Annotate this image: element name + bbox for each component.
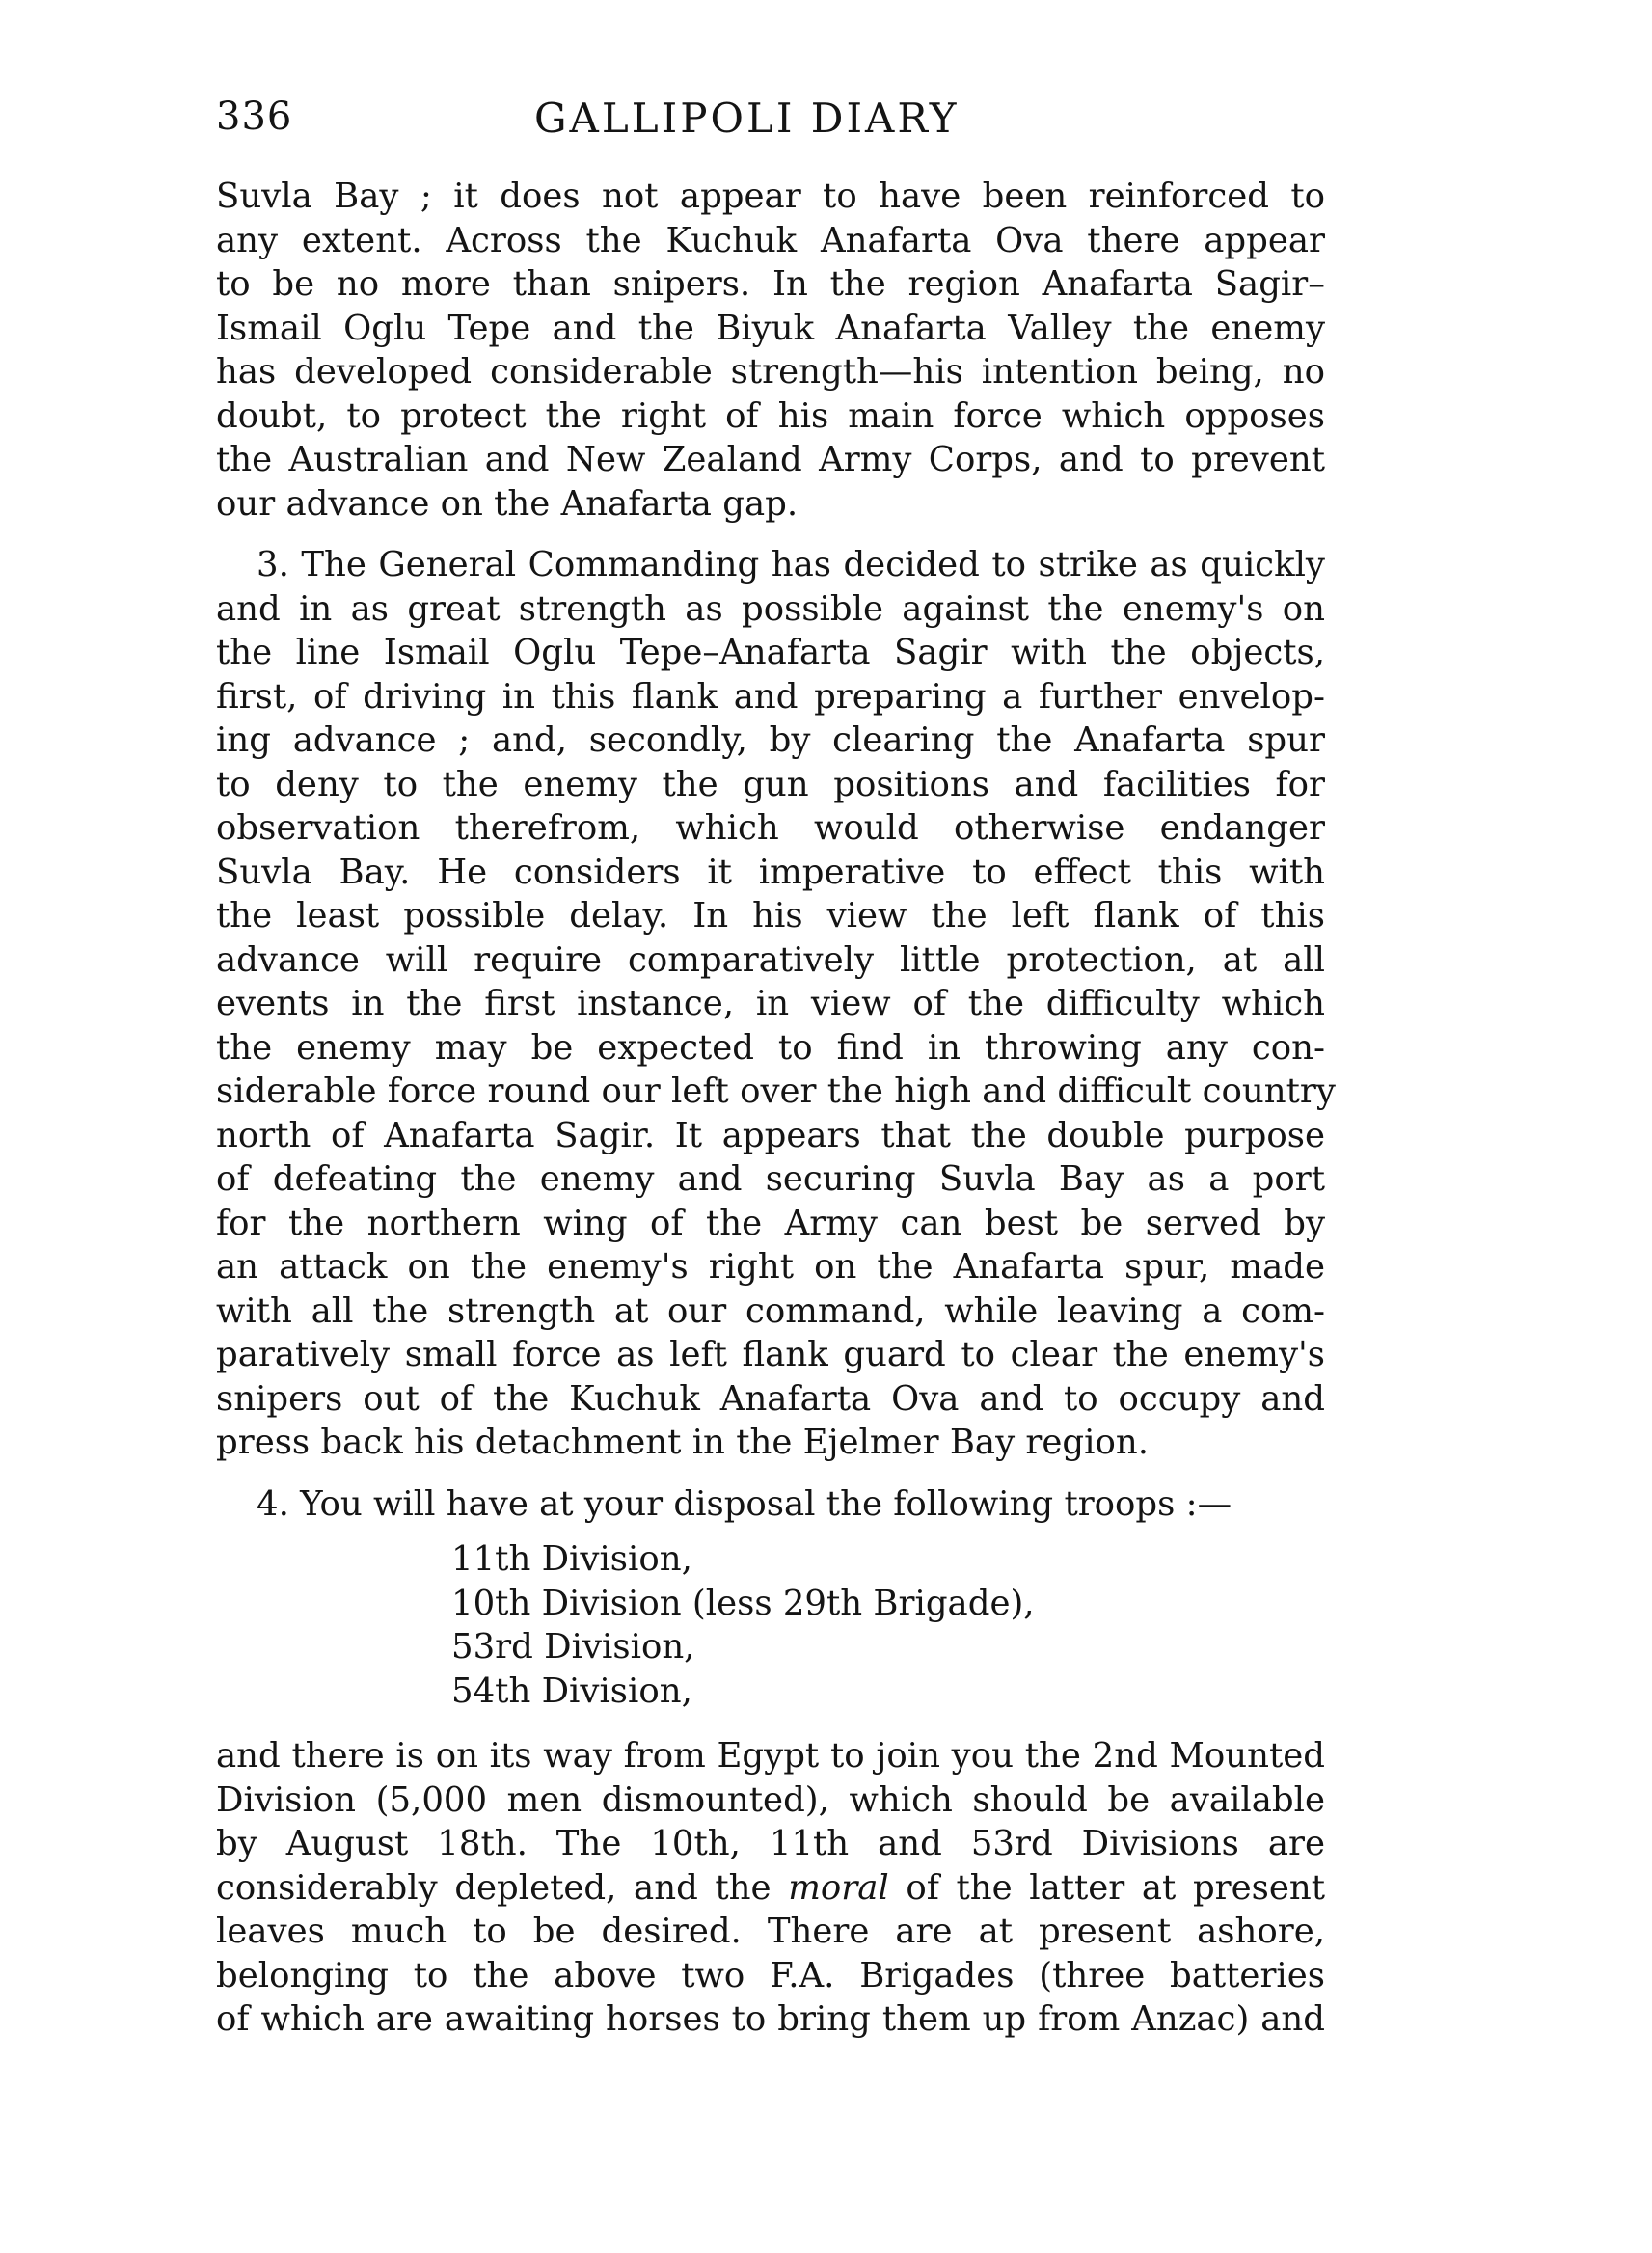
paragraph-gap	[216, 1465, 1325, 1482]
division-item: 53rd Division,	[451, 1627, 695, 1667]
text-line: press back his detachment in the Ejelmer Bay region.	[216, 1423, 1150, 1462]
text-line: Suvla Bay ; it does not appear to have been reinforced to	[216, 176, 1325, 216]
body-text	[216, 175, 1336, 2042]
text-line: any extent. Across the Kuchuk Anafarta Ova there appear	[216, 220, 1325, 260]
paragraph-1	[216, 175, 1325, 526]
text-line: ing advance ; and, secondly, by clearing the Anafarta spur	[216, 720, 1325, 760]
text-line: of defeating the enemy and securing Suvla Bay as a port	[216, 1159, 1325, 1199]
text-line: for the northern wing of the Army can best be served by	[216, 1203, 1325, 1243]
division-item: 54th Division,	[451, 1670, 692, 1711]
text-line	[216, 1866, 1325, 1911]
text-line: Division (5,000 men dismounted), which should be available	[216, 1779, 1325, 1820]
paragraph-3	[216, 1482, 1325, 1714]
text-fragment: of the latter at present	[888, 1867, 1326, 1908]
text-line: to be no more than snipers. In the region Anafarta Sagir–	[216, 264, 1325, 304]
paragraph-2	[216, 543, 1336, 1465]
text-line: events in the first instance, in view of the difficulty which	[216, 984, 1325, 1023]
text-line: and there is on its way from Egypt to join you the 2nd Mounted	[216, 1736, 1325, 1776]
text-line: siderable force round our left over the high and difficult country	[216, 1072, 1336, 1111]
text-line: the least possible delay. In his view the left flank of this	[216, 896, 1325, 936]
paragraph-gap	[216, 526, 1325, 543]
text-line: leaves much to be desired. There are at present ashore,	[216, 1912, 1325, 1951]
page-number: 336	[216, 95, 293, 139]
text-line: snipers out of the Kuchuk Anafarta Ova and to occupy and	[216, 1378, 1325, 1419]
text-line: by August 18th. The 10th, 11th and 53rd Divisions are	[216, 1824, 1325, 1863]
paragraph-4	[216, 1734, 1325, 2042]
text-line: has developed considerable strength—his intention being, no	[216, 352, 1325, 392]
division-item: 11th Division,	[451, 1539, 692, 1579]
text-line: doubt, to protect the right of his main force which opposes	[216, 395, 1325, 436]
text-line: 3. The General Commanding has decided to strike as quickly	[257, 545, 1325, 584]
text-line: Suvla Bay. He considers it imperative to effect this with	[216, 852, 1325, 892]
text-line: 4. You will have at your disposal the following troops :—	[257, 1483, 1232, 1524]
text-line: the enemy may be expected to find in throwing any con-	[216, 1027, 1325, 1068]
text-fragment: considerably depleted, and the	[216, 1867, 789, 1908]
text-line: the Australian and New Zealand Army Corps, and to prevent	[216, 440, 1325, 479]
text-line: and in as great strength as possible against the enemy's on	[216, 588, 1325, 629]
italic-word: moral	[788, 1867, 889, 1908]
text-line: the line Ismail Oglu Tepe–Anafarta Sagir with the objects,	[216, 633, 1325, 672]
text-line: to deny to the enemy the gun positions and facilities for	[216, 764, 1325, 804]
text-line: paratively small force as left flank guard to clear the enemy's	[216, 1335, 1325, 1374]
text-line: an attack on the enemy's right on the Anafarta spur, made	[216, 1247, 1325, 1287]
text-line: with all the strength at our command, while leaving a com-	[216, 1290, 1325, 1331]
text-line: of which are awaiting horses to bring them up from Anzac) and	[216, 1999, 1325, 2039]
division-item: 10th Division (less 29th Brigade),	[451, 1583, 1035, 1623]
text-line: first, of driving in this flank and preparing a further envelop-	[216, 676, 1325, 717]
running-head	[216, 95, 1325, 152]
text-line: our advance on the Anafarta gap.	[216, 483, 799, 524]
text-line: belonging to the above two F.A. Brigades (three batteries	[216, 1955, 1325, 1995]
division-list	[216, 1537, 1325, 1713]
text-line: north of Anafarta Sagir. It appears that the double purpose	[216, 1115, 1325, 1155]
text-line: Ismail Oglu Tepe and the Biyuk Anafarta Valley the enemy	[216, 308, 1325, 348]
book-title: GALLIPOLI DIARY	[534, 95, 960, 142]
text-line: advance will require comparatively little protection, at all	[216, 939, 1325, 980]
text-line: observation therefrom, which would otherwise endanger	[216, 808, 1325, 848]
